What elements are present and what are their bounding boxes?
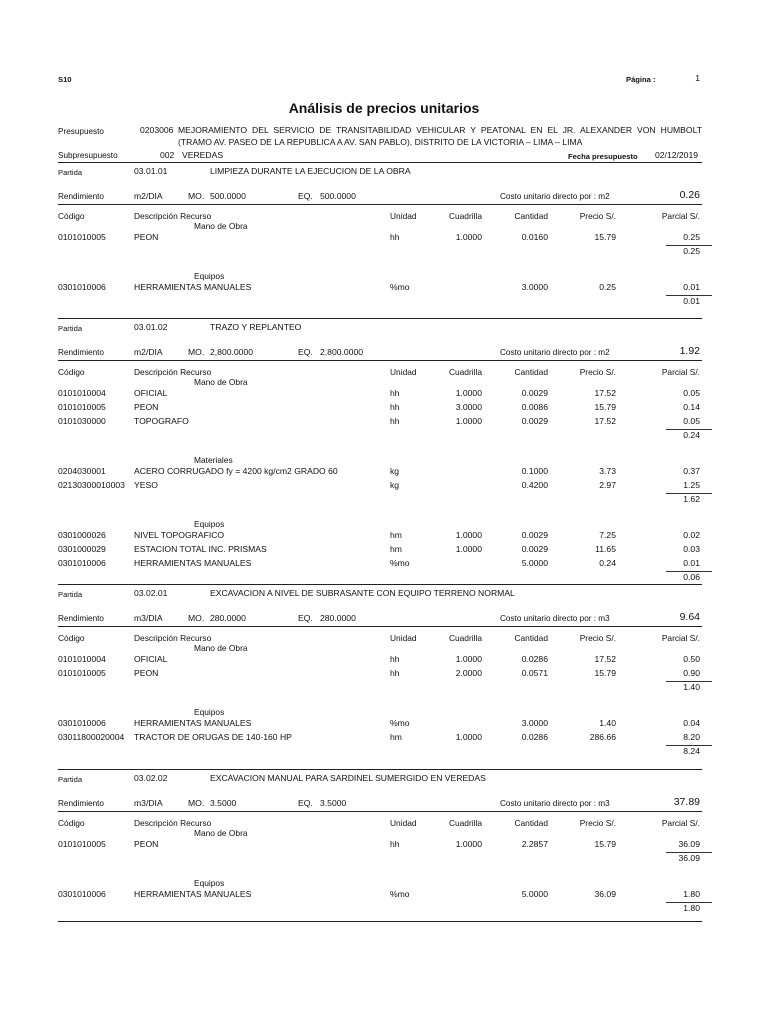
- resource-code: 0301000026: [58, 530, 106, 540]
- resource-description: HERRAMIENTAS MANUALES: [134, 718, 252, 728]
- resource-parcial: 0.02: [683, 530, 700, 540]
- col-header-descripcion: Descripción Recurso: [134, 818, 212, 828]
- col-header-unidad: Unidad: [390, 211, 417, 221]
- partida-name: TRAZO Y REPLANTEO: [210, 322, 302, 332]
- col-header-cantidad: Cantidad: [514, 633, 548, 643]
- costo-unitario-value: 37.89: [673, 796, 700, 808]
- resource-description: PEON: [134, 232, 159, 242]
- col-header-descripcion: Descripción Recurso: [134, 633, 212, 643]
- resource-code: 0101010005: [58, 668, 106, 678]
- resource-unit: hh: [390, 668, 400, 678]
- col-header-unidad: Unidad: [390, 818, 417, 828]
- resource-parcial: 0.05: [683, 416, 700, 426]
- col-header-descripcion: Descripción Recurso: [134, 367, 212, 377]
- group-subtotal: 8.24: [683, 746, 700, 756]
- resource-code: 02130300010003: [58, 480, 125, 490]
- eq-label: EQ.: [298, 613, 313, 623]
- resource-description: PEON: [134, 668, 159, 678]
- resource-unit: hh: [390, 416, 400, 426]
- partida-label: Partida: [58, 775, 83, 784]
- resource-cantidad: 0.0571: [521, 668, 548, 678]
- resource-parcial: 1.25: [683, 480, 700, 490]
- eq-value: 500.0000: [320, 191, 356, 201]
- resource-code: 0101010004: [58, 388, 106, 398]
- resource-code: 0301010006: [58, 718, 106, 728]
- resource-cantidad: 0.0029: [521, 544, 548, 554]
- resource-cantidad: 2.2857: [521, 839, 548, 849]
- resource-group-title: Equipos: [194, 707, 225, 717]
- resource-cuadrilla: 3.0000: [455, 402, 482, 412]
- rendimiento-label: Rendimiento: [58, 799, 104, 808]
- resource-code: 0301010006: [58, 282, 106, 292]
- resource-parcial: 0.50: [683, 654, 700, 664]
- report-code: S10: [58, 75, 72, 84]
- resource-parcial: 0.01: [683, 558, 700, 568]
- resource-code: 0101010004: [58, 654, 106, 664]
- resource-cuadrilla: 1.0000: [455, 530, 482, 540]
- resource-cantidad: 0.0086: [521, 402, 548, 412]
- subpresupuesto-label: Subpresupuesto: [58, 151, 118, 160]
- resource-parcial: 0.01: [683, 282, 700, 292]
- eq-label: EQ.: [298, 347, 313, 357]
- col-header-parcial: Parcial S/.: [661, 367, 700, 377]
- resource-group-title: Mano de Obra: [194, 221, 248, 231]
- col-header-unidad: Unidad: [390, 633, 417, 643]
- group-subtotal: 1.40: [683, 682, 700, 692]
- partida-code: 03.01.02: [134, 322, 168, 332]
- partida-label: Partida: [58, 590, 83, 599]
- group-subtotal: 36.09: [678, 853, 700, 863]
- partida-top-rule: [58, 162, 702, 163]
- resource-cantidad: 0.4200: [521, 480, 548, 490]
- resource-parcial: 36.09: [678, 839, 700, 849]
- resource-precio: 15.79: [594, 839, 616, 849]
- presupuesto-code: 0203006: [140, 125, 174, 135]
- resource-unit: %mo: [390, 282, 410, 292]
- eq-value: 3.5000: [320, 798, 347, 808]
- resource-unit: kg: [390, 480, 400, 490]
- costo-unitario-value: 1.92: [679, 345, 700, 357]
- col-header-precio: Precio S/.: [579, 211, 616, 221]
- resource-unit: %mo: [390, 718, 410, 728]
- fecha-value: 02/12/2019: [655, 150, 699, 160]
- resource-parcial: 0.04: [683, 718, 700, 728]
- resource-parcial: 0.14: [683, 402, 700, 412]
- fecha-label: Fecha presupuesto: [568, 152, 638, 161]
- costo-unitario-value: 0.26: [679, 189, 700, 201]
- mo-value: 2,800.0000: [210, 347, 254, 357]
- mo-label: MO.: [188, 613, 205, 623]
- resource-description: ACERO CORRUGADO fy = 4200 kg/cm2 GRADO 60: [134, 466, 338, 476]
- partida-mid-rule: [58, 360, 702, 361]
- resource-code: 0301010006: [58, 889, 106, 899]
- rendimiento-unit: m3/DIA: [134, 798, 163, 808]
- resource-unit: hh: [390, 232, 400, 242]
- resource-group-title: Equipos: [194, 519, 225, 529]
- partida-mid-rule: [58, 204, 702, 205]
- resource-precio: 17.52: [594, 388, 616, 398]
- resource-unit: %mo: [390, 558, 410, 568]
- resource-parcial: 0.90: [683, 668, 700, 678]
- partida-top-rule: [58, 769, 702, 770]
- group-subtotal: 0.25: [683, 246, 700, 256]
- resource-cantidad: 0.0286: [521, 732, 548, 742]
- rendimiento-label: Rendimiento: [58, 614, 104, 623]
- resource-precio: 286.66: [589, 732, 616, 742]
- eq-value: 2,800.0000: [320, 347, 364, 357]
- resource-code: 03011800020004: [58, 732, 125, 742]
- col-header-parcial: Parcial S/.: [661, 211, 700, 221]
- resource-code: 0101030000: [58, 416, 106, 426]
- resource-description: TRACTOR DE ORUGAS DE 140-160 HP: [134, 732, 292, 742]
- resource-precio: 2.97: [599, 480, 616, 490]
- col-header-codigo: Código: [58, 818, 85, 828]
- resource-group-title: Mano de Obra: [194, 377, 248, 387]
- resource-cuadrilla: 1.0000: [455, 544, 482, 554]
- resource-description: OFICIAL: [134, 388, 168, 398]
- partida-top-rule: [58, 318, 702, 319]
- col-header-precio: Precio S/.: [579, 633, 616, 643]
- resource-parcial: 0.03: [683, 544, 700, 554]
- resource-code: 0301010006: [58, 558, 106, 568]
- col-header-cantidad: Cantidad: [514, 818, 548, 828]
- resource-cantidad: 5.0000: [521, 558, 548, 568]
- resource-cantidad: 3.0000: [521, 282, 548, 292]
- resource-code: 0204030001: [58, 466, 106, 476]
- partida-code: 03.02.01: [134, 588, 168, 598]
- mo-label: MO.: [188, 191, 205, 201]
- col-header-precio: Precio S/.: [579, 818, 616, 828]
- mo-label: MO.: [188, 798, 205, 808]
- costo-unitario-label: Costo unitario directo por : m3: [500, 799, 610, 808]
- resource-description: OFICIAL: [134, 654, 168, 664]
- resource-precio: 15.79: [594, 668, 616, 678]
- mo-value: 3.5000: [210, 798, 237, 808]
- resource-cantidad: 0.0029: [521, 388, 548, 398]
- page-title: Análisis de precios unitarios: [288, 100, 480, 116]
- col-header-cuadrilla: Cuadrilla: [448, 367, 482, 377]
- resource-description: HERRAMIENTAS MANUALES: [134, 282, 252, 292]
- partida-mid-rule: [58, 626, 702, 627]
- resource-cuadrilla: 2.0000: [455, 668, 482, 678]
- rendimiento-label: Rendimiento: [58, 192, 104, 201]
- col-header-codigo: Código: [58, 367, 85, 377]
- resource-cantidad: 0.0029: [521, 530, 548, 540]
- resource-unit: hm: [390, 544, 402, 554]
- mo-label: MO.: [188, 347, 205, 357]
- col-header-codigo: Código: [58, 633, 85, 643]
- resource-parcial: 0.37: [683, 466, 700, 476]
- costo-unitario-label: Costo unitario directo por : m2: [500, 348, 610, 357]
- costo-unitario-label: Costo unitario directo por : m2: [500, 192, 610, 201]
- report-bottom-rule: [58, 921, 702, 922]
- col-header-unidad: Unidad: [390, 367, 417, 377]
- costo-unitario-label: Costo unitario directo por : m3: [500, 614, 610, 623]
- rendimiento-unit: m3/DIA: [134, 613, 163, 623]
- partida-code: 03.02.02: [134, 773, 168, 783]
- resource-unit: hh: [390, 654, 400, 664]
- presupuesto-label: Presupuesto: [58, 127, 104, 136]
- resource-description: NIVEL TOPOGRAFICO: [134, 530, 225, 540]
- resource-precio: 0.25: [599, 282, 616, 292]
- resource-unit: hh: [390, 839, 400, 849]
- mo-value: 500.0000: [210, 191, 246, 201]
- resource-cantidad: 3.0000: [521, 718, 548, 728]
- resource-code: 0101010005: [58, 232, 106, 242]
- resource-code: 0101010005: [58, 839, 106, 849]
- partida-label: Partida: [58, 324, 83, 333]
- col-header-cuadrilla: Cuadrilla: [448, 818, 482, 828]
- resource-unit: hh: [390, 402, 400, 412]
- resource-cantidad: 0.1000: [521, 466, 548, 476]
- partida-name: LIMPIEZA DURANTE LA EJECUCION DE LA OBRA: [210, 166, 411, 176]
- partida-top-rule: [58, 584, 702, 585]
- col-header-cuadrilla: Cuadrilla: [448, 211, 482, 221]
- group-subtotal: 0.01: [683, 296, 700, 306]
- eq-label: EQ.: [298, 798, 313, 808]
- resource-precio: 15.79: [594, 232, 616, 242]
- partida-name: EXCAVACION A NIVEL DE SUBRASANTE CON EQUIPO TERRENO NORMAL: [210, 588, 515, 598]
- partida-mid-rule: [58, 811, 702, 812]
- resource-unit: %mo: [390, 889, 410, 899]
- resource-cantidad: 5.0000: [521, 889, 548, 899]
- col-header-parcial: Parcial S/.: [661, 818, 700, 828]
- col-header-codigo: Código: [58, 211, 85, 221]
- resource-group-title: Equipos: [194, 271, 225, 281]
- group-subtotal: 0.24: [683, 430, 700, 440]
- col-header-cantidad: Cantidad: [514, 367, 548, 377]
- resource-precio: 1.40: [599, 718, 616, 728]
- resource-group-title: Materiales: [194, 455, 233, 465]
- col-header-parcial: Parcial S/.: [661, 633, 700, 643]
- resource-unit: hm: [390, 530, 402, 540]
- resource-description: YESO: [134, 480, 158, 490]
- costo-unitario-value: 9.64: [679, 611, 700, 623]
- eq-label: EQ.: [298, 191, 313, 201]
- resource-cantidad: 0.0029: [521, 416, 548, 426]
- mo-value: 280.0000: [210, 613, 246, 623]
- col-header-cantidad: Cantidad: [514, 211, 548, 221]
- resource-cantidad: 0.0286: [521, 654, 548, 664]
- resource-cuadrilla: 1.0000: [455, 654, 482, 664]
- group-subtotal: 1.62: [683, 494, 700, 504]
- resource-description: PEON: [134, 402, 159, 412]
- resource-cuadrilla: 1.0000: [455, 388, 482, 398]
- resource-code: 0101010005: [58, 402, 106, 412]
- presupuesto-description: MEJORAMIENTO DEL SERVICIO DE TRANSITABILIDAD VEHICULAR Y PEATONAL EN EL JR. ALEXANDER VON HUMBOLT (TRAMO AV. PASEO DE LA REPUBLICA A AV. SAN PABLO), DISTRITO DE LA VICTORIA – LIMA – LIMA: [178, 125, 702, 147]
- resource-unit: hm: [390, 732, 402, 742]
- resource-cantidad: 0.0160: [521, 232, 548, 242]
- resource-parcial: 0.05: [683, 388, 700, 398]
- resource-description: HERRAMIENTAS MANUALES: [134, 558, 252, 568]
- resource-precio: 17.52: [594, 416, 616, 426]
- resource-parcial: 0.25: [683, 232, 700, 242]
- resource-description: TOPOGRAFO: [134, 416, 189, 426]
- rendimiento-label: Rendimiento: [58, 348, 104, 357]
- col-header-descripcion: Descripción Recurso: [134, 211, 212, 221]
- resource-cuadrilla: 1.0000: [455, 416, 482, 426]
- resource-description: PEON: [134, 839, 159, 849]
- page-number: 1: [695, 73, 700, 83]
- resource-group-title: Mano de Obra: [194, 643, 248, 653]
- partida-code: 03.01.01: [134, 166, 168, 176]
- col-header-precio: Precio S/.: [579, 367, 616, 377]
- resource-group-title: Mano de Obra: [194, 828, 248, 838]
- resource-cuadrilla: 1.0000: [455, 232, 482, 242]
- resource-precio: 15.79: [594, 402, 616, 412]
- eq-value: 280.0000: [320, 613, 356, 623]
- partida-label: Partida: [58, 168, 83, 177]
- resource-precio: 3.73: [599, 466, 616, 476]
- partida-name: EXCAVACION MANUAL PARA SARDINEL SUMERGIDO EN VEREDAS: [210, 773, 486, 783]
- subpresupuesto-code: 002: [160, 150, 175, 160]
- resource-description: HERRAMIENTAS MANUALES: [134, 889, 252, 899]
- page-label: Página :: [626, 75, 656, 84]
- resource-code: 0301000029: [58, 544, 106, 554]
- rendimiento-unit: m2/DIA: [134, 347, 163, 357]
- group-subtotal: 1.80: [683, 903, 700, 913]
- resource-precio: 36.09: [594, 889, 616, 899]
- subpresupuesto-description: VEREDAS: [182, 150, 224, 160]
- resource-cuadrilla: 1.0000: [455, 732, 482, 742]
- resource-cuadrilla: 1.0000: [455, 839, 482, 849]
- resource-description: ESTACION TOTAL INC. PRISMAS: [134, 544, 267, 554]
- group-subtotal: 0.06: [683, 572, 700, 582]
- resource-precio: 0.24: [599, 558, 616, 568]
- col-header-cuadrilla: Cuadrilla: [448, 633, 482, 643]
- resource-parcial: 8.20: [683, 732, 700, 742]
- resource-precio: 11.65: [595, 544, 616, 554]
- resource-precio: 7.25: [599, 530, 616, 540]
- resource-group-title: Equipos: [194, 878, 225, 888]
- rendimiento-unit: m2/DIA: [134, 191, 163, 201]
- resource-parcial: 1.80: [683, 889, 700, 899]
- resource-precio: 17.52: [594, 654, 616, 664]
- resource-unit: kg: [390, 466, 400, 476]
- resource-unit: hh: [390, 388, 400, 398]
